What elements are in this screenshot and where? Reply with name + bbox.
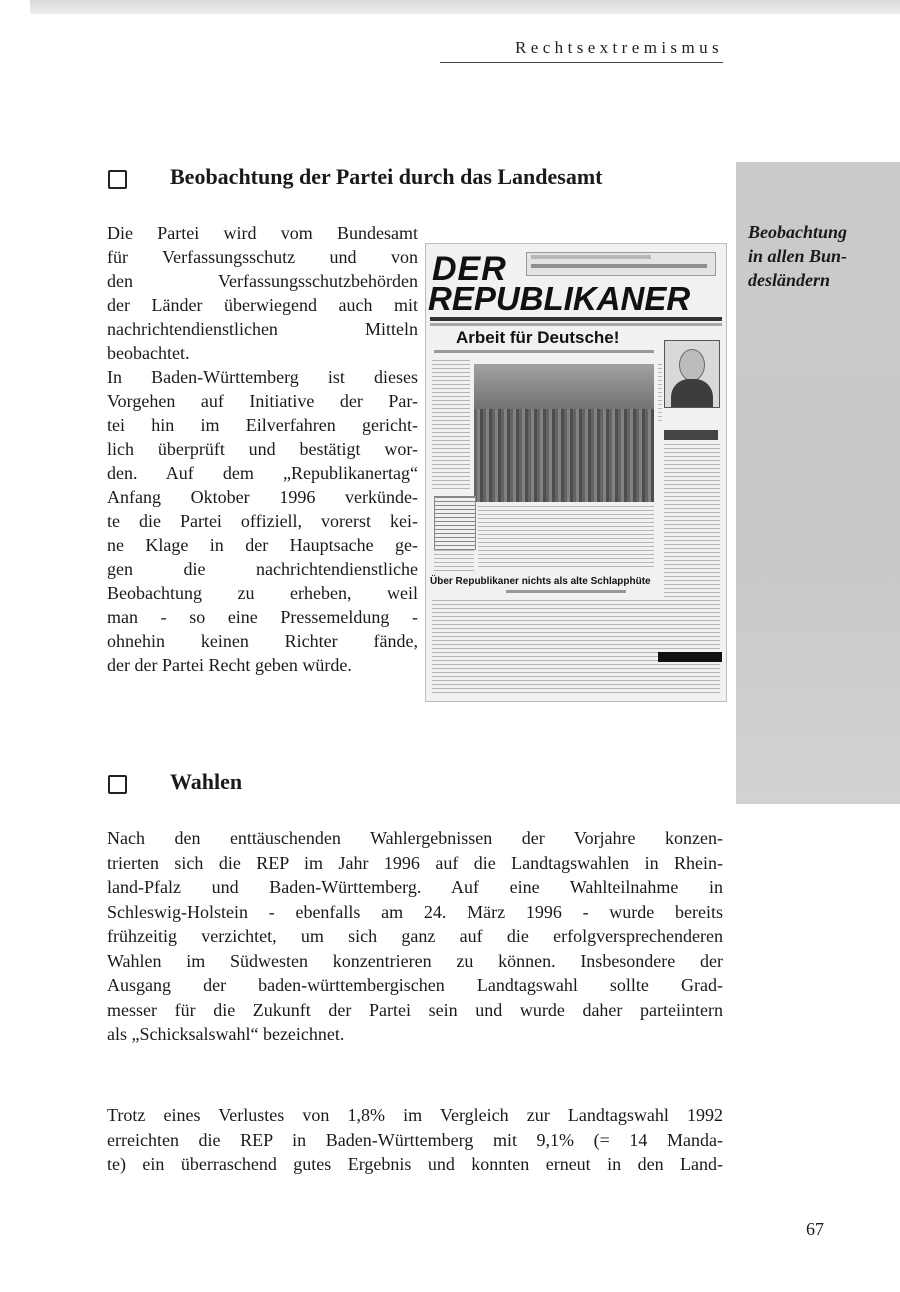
text-line: ohnehin keinen Richter fände, xyxy=(107,631,418,651)
running-head: Rechtsextremismus xyxy=(515,38,723,57)
newspaper-info-box xyxy=(526,252,716,276)
portrait-torso xyxy=(671,379,713,407)
newspaper-crowd-photo xyxy=(474,364,654,502)
text-line: lich überprüft und bestätigt wor- xyxy=(107,439,418,459)
section-body-beobachtung xyxy=(107,221,418,677)
text-line: Beobachtung zu erheben, weil xyxy=(107,583,418,603)
text-line: Schleswig-Holstein - ebenfalls am 24. März 1996 - wurde bereits xyxy=(107,901,723,922)
newspaper-der-label: DER xyxy=(432,250,507,288)
text-line: man - so eine Pressemeldung - xyxy=(107,607,418,627)
newspaper-corner-tag xyxy=(658,652,722,662)
newspaper-column-text xyxy=(432,600,720,696)
page-number: 67 xyxy=(806,1219,824,1239)
text-line: land-Pfalz und Baden-Württemberg. Auf eine Wahlteilnahme in xyxy=(107,877,723,897)
newspaper-masthead-rule xyxy=(430,317,722,321)
checkbox-bullet-icon xyxy=(108,775,127,794)
text-line: den Verfassungsschutzbehörden xyxy=(107,271,418,291)
text-line: In Baden-Württemberg ist dieses xyxy=(107,367,418,387)
text-line: tei hin im Eilverfahren gericht- xyxy=(107,415,418,435)
checkbox-bullet-icon xyxy=(108,170,127,189)
text-line: ne Klage in der Hauptsache ge- xyxy=(107,535,418,555)
text-line: den. Auf dem „Republikanertag“ xyxy=(107,463,418,483)
text-line: Wahlen im Südwesten konzentrieren zu können. Insbesondere der xyxy=(107,950,723,971)
text-line: gen die nachrichtendienstliche xyxy=(107,559,418,579)
newspaper-info-line xyxy=(531,264,707,268)
newspaper-masthead: REPUBLIKANER xyxy=(428,280,691,317)
newspaper-small-box xyxy=(434,496,476,550)
newspaper-column-text xyxy=(658,364,662,424)
running-head-rule xyxy=(440,62,723,63)
text-line: beobachtet. xyxy=(107,343,190,363)
text-line: erreichten die REP in Baden-Württemberg mit 9,1% (= 14 Manda- xyxy=(107,1129,723,1150)
newspaper-subheadline: Über Republikaner nichts als alte Schlapphüte xyxy=(430,576,651,587)
text-line: te) ein überraschend gutes Ergebnis und konnten erneut in den Land- xyxy=(107,1154,723,1174)
newspaper-column-text xyxy=(432,360,470,490)
text-line: messer für die Zukunft der Partei sein und wurde daher parteiintern xyxy=(107,999,723,1020)
newspaper-dateline xyxy=(430,323,722,326)
margin-note-line: in allen Bun- xyxy=(748,246,848,266)
text-line: Trotz eines Verlustes von 1,8% im Vergleich zur Landtagswahl 1992 xyxy=(107,1105,723,1125)
section-heading-beobachtung: Beobachtung der Partei durch das Landesamt xyxy=(170,164,603,189)
text-line: für Verfassungsschutz und von xyxy=(107,247,418,267)
text-line: als „Schicksalswahl“ bezeichnet. xyxy=(107,1024,345,1044)
section-heading-wahlen: Wahlen xyxy=(170,769,243,794)
text-line: frühzeitig verzichtet, um sich ganz auf die erfolgversprechenderen xyxy=(107,926,723,946)
newspaper-clipping-image xyxy=(425,243,727,702)
newspaper-portrait-caption xyxy=(664,430,718,440)
margin-note-line: desländern xyxy=(748,270,831,290)
newspaper-subheadline-sub xyxy=(506,590,626,593)
text-line: der der Partei Recht geben würde. xyxy=(107,655,352,675)
newspaper-portrait-photo xyxy=(664,340,720,408)
newspaper-column-text xyxy=(478,506,654,570)
text-line: Die Partei wird vom Bundesamt xyxy=(107,223,418,243)
text-line: der Länder überwiegend auch mit xyxy=(107,295,418,315)
text-line: Anfang Oktober 1996 verkünde- xyxy=(107,487,418,507)
text-line: nachrichtendienstlichen Mitteln xyxy=(107,319,418,339)
text-line: Vorgehen auf Initiative der Par- xyxy=(107,391,418,411)
text-line: te die Partei offiziell, vorerst kei- xyxy=(107,511,418,531)
margin-note-line: Beobachtung xyxy=(748,222,848,242)
newspaper-column-text xyxy=(434,550,474,572)
text-line: Nach den enttäuschenden Wahlergebnissen der Vorjahre konzen- xyxy=(107,828,723,848)
margin-note xyxy=(748,220,893,292)
newspaper-headline: Arbeit für Deutsche! xyxy=(456,328,620,347)
portrait-face xyxy=(679,349,705,381)
section-body-wahlen-paragraph-1 xyxy=(107,826,723,1047)
newspaper-kicker xyxy=(434,350,654,353)
scan-top-edge xyxy=(30,0,900,14)
text-line: Ausgang der baden-württembergischen Landtagswahl sollte Grad- xyxy=(107,975,723,995)
newspaper-info-line xyxy=(531,255,651,259)
section-body-wahlen-paragraph-2 xyxy=(107,1103,723,1177)
text-line: trierten sich die REP im Jahr 1996 auf die Landtagswahlen in Rhein- xyxy=(107,852,723,873)
